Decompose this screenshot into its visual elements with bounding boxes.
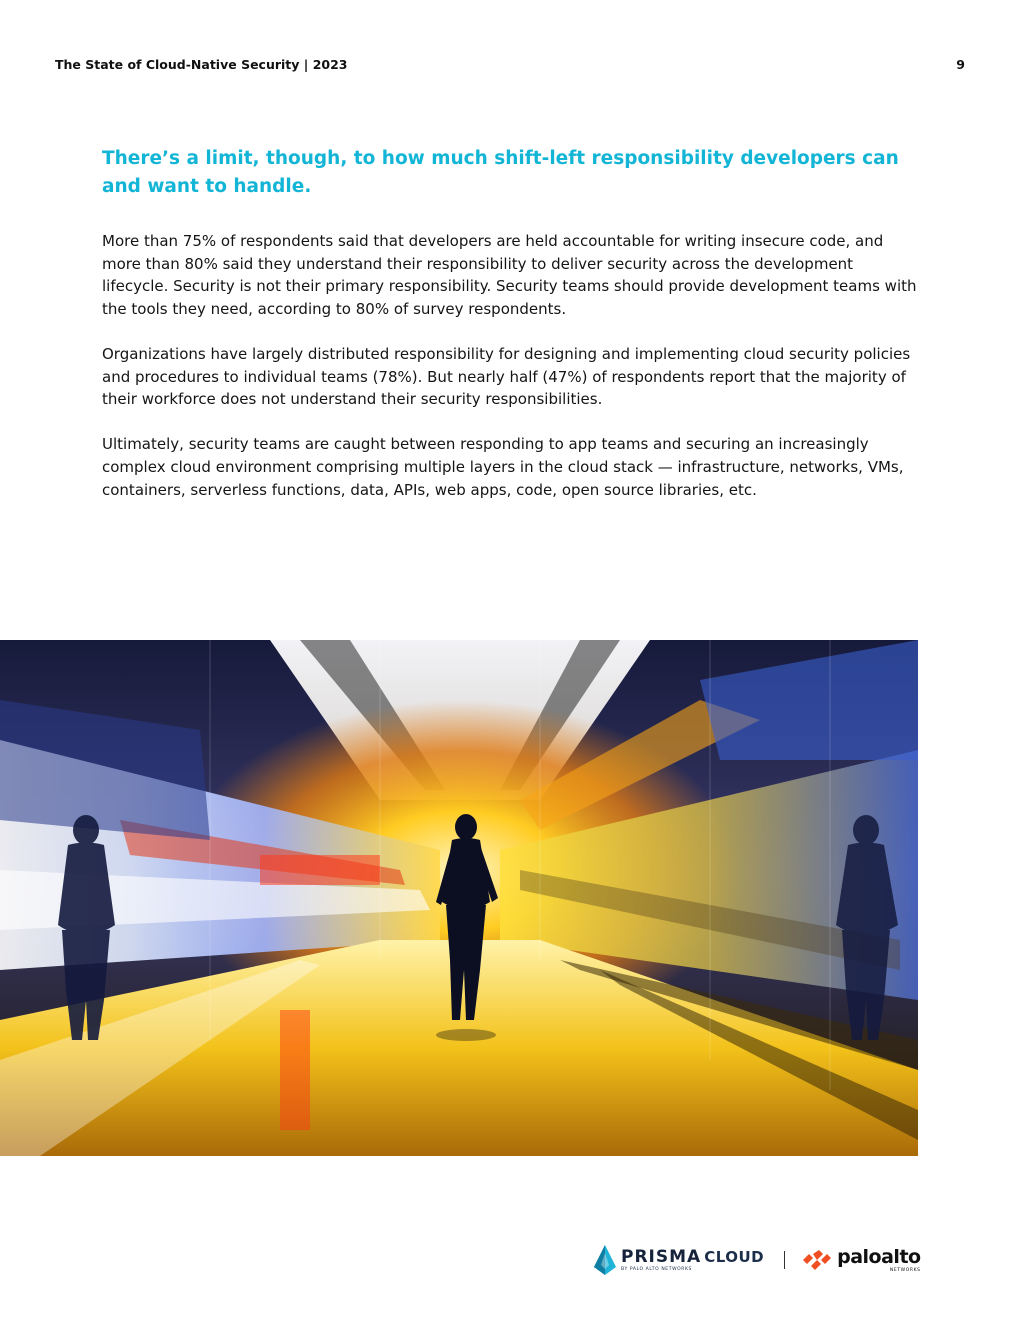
paragraph-1: More than 75% of respondents said that developers are held accountable for writing insecure code, and more than 80% said they understand their responsibility to deliver security across the development lifecycle. Security is not their primary responsibility. Security teams should provide development teams with the tools they need, according to 80% of survey respondents. bbox=[102, 232, 917, 318]
paloalto-tagline: NETWORKS bbox=[889, 1267, 921, 1273]
corridor-photo-illustration bbox=[0, 640, 918, 1156]
paloalto-wordmark: paloalto bbox=[837, 1245, 921, 1268]
logo-divider bbox=[784, 1251, 785, 1269]
running-header bbox=[55, 57, 965, 72]
document-title: The State of Cloud-Native Security | 2023 bbox=[55, 57, 348, 72]
prisma-prism-icon bbox=[594, 1245, 616, 1275]
paloalto-networks-logo bbox=[803, 1245, 921, 1273]
prisma-wordmark: PRISMA bbox=[621, 1247, 702, 1267]
paragraph-3: Ultimately, security teams are caught between responding to app teams and securing an increasingly complex cloud environment comprising multiple layers in the cloud stack — infrastructure, networks, VMs, containers, serverless functions, data, APIs, web apps, code, open source libraries, etc. bbox=[102, 435, 904, 499]
prisma-tagline: BY PALO ALTO NETWORKS bbox=[621, 1267, 693, 1272]
paloalto-chevron-icon bbox=[803, 1249, 833, 1271]
paragraph-2: Organizations have largely distributed responsibility for designing and implementing cloud security policies and procedures to individual teams (78%). But nearly half (47%) of respondents report that the majority of their workforce does not understand their security responsibilities. bbox=[102, 344, 911, 409]
page-number: 9 bbox=[956, 57, 965, 72]
body-text bbox=[102, 230, 917, 524]
hero-image bbox=[0, 640, 918, 1156]
section-headline: There’s a limit, though, to how much shift-left responsibility developers can and want to handle. bbox=[102, 148, 899, 197]
footer-logos bbox=[594, 1243, 921, 1277]
cloud-wordmark: CLOUD bbox=[704, 1248, 765, 1266]
prisma-cloud-logo bbox=[594, 1245, 764, 1275]
